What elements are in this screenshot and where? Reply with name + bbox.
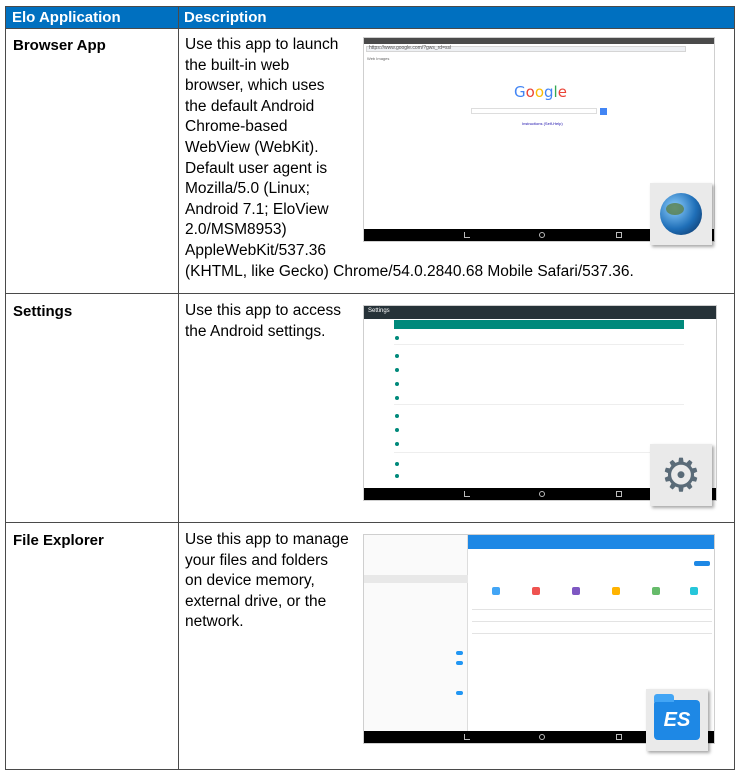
- recents-icon: [616, 734, 622, 740]
- settings-divider: [394, 344, 684, 345]
- logo-letter: l: [553, 83, 558, 101]
- settings-divider: [394, 452, 684, 453]
- google-footer-link: Instructions (Self-Help): [522, 121, 563, 126]
- settings-item-icon: [395, 474, 399, 478]
- description-line: Use this app to manage: [185, 531, 349, 548]
- settings-item-icon: [395, 336, 399, 340]
- browser-top-links: Web Images: [367, 56, 390, 61]
- settings-divider: [394, 404, 684, 405]
- category-icon: [492, 587, 500, 595]
- google-search-box: [471, 108, 597, 114]
- description-line: AppleWebKit/537.36: [185, 241, 327, 259]
- description-line: 2.0/MSM8953): [185, 221, 287, 239]
- category-icon: [690, 587, 698, 595]
- gear-icon: [650, 444, 712, 506]
- list-divider: [472, 621, 712, 622]
- file-explorer-side-menu: [364, 535, 468, 743]
- settings-item-icon: [395, 442, 399, 446]
- description-line: Default user agent is: [185, 159, 328, 177]
- logo-letter: G: [514, 83, 526, 101]
- es-logo: [654, 700, 700, 740]
- recents-icon: [616, 232, 622, 238]
- es-file-explorer-icon: [646, 689, 708, 751]
- app-name-browser: Browser App: [13, 37, 106, 54]
- toggle-switch: [456, 651, 463, 655]
- browser-status-bar: [364, 38, 714, 44]
- logo-letter: o: [534, 83, 544, 101]
- file-explorer-app-bar: [468, 535, 715, 549]
- side-menu-selected-row: [364, 575, 468, 583]
- description-line: Mozilla/5.0 (Linux;: [185, 180, 310, 198]
- description-line: Android 7.1; EloView: [185, 200, 329, 218]
- description-line: (KHTML, like Gecko) Chrome/54.0.2840.68 Mobile Safari/537.36.: [185, 262, 634, 280]
- google-search-button: [600, 108, 607, 115]
- toggle-switch: [456, 661, 463, 665]
- settings-app-bar: [364, 306, 716, 319]
- es-logo-text: ES: [663, 708, 691, 731]
- app-name-file-explorer: File Explorer: [13, 532, 104, 549]
- category-icon: [532, 587, 540, 595]
- elo-application-table: [5, 6, 735, 770]
- description-line: network.: [185, 613, 244, 631]
- back-icon: [464, 491, 470, 497]
- logo-letter: e: [557, 83, 567, 101]
- description-line: browser, which uses: [185, 77, 325, 95]
- description-line: WebView (WebKit).: [185, 138, 319, 156]
- recents-icon: [616, 491, 622, 497]
- browser-url-text: https://www.google.com/?gws_rd=ssl: [369, 45, 452, 51]
- settings-item-icon: [395, 368, 399, 372]
- list-divider: [472, 609, 712, 610]
- table-header: [6, 7, 734, 29]
- description-line: the default Android: [185, 97, 315, 115]
- category-icon: [652, 587, 660, 595]
- settings-item-icon: [395, 414, 399, 418]
- logo-letter: o: [525, 83, 535, 101]
- category-icon: [572, 587, 580, 595]
- column-divider: [178, 7, 179, 769]
- globe-graphic: [660, 193, 702, 235]
- settings-item-icon: [395, 382, 399, 386]
- description-line: external drive, or the: [185, 592, 327, 610]
- logo-letter: g: [544, 83, 554, 101]
- description-line: Use this app to launch: [185, 36, 339, 53]
- globe-icon: [650, 183, 712, 245]
- description-file-explorer: [185, 530, 357, 633]
- back-icon: [464, 734, 470, 740]
- browser-url-bar: [366, 46, 686, 52]
- description-line: the built-in web: [185, 56, 290, 74]
- back-icon: [464, 232, 470, 238]
- description-line: your files and folders: [185, 551, 329, 569]
- settings-item-icon: [395, 428, 399, 432]
- home-icon: [539, 491, 545, 497]
- home-icon: [539, 232, 545, 238]
- app-name-settings: Settings: [13, 303, 73, 320]
- category-icon: [612, 587, 620, 595]
- description-line: the Android settings.: [185, 322, 326, 340]
- description-line: on device memory,: [185, 572, 315, 590]
- settings-title: Settings: [368, 308, 390, 314]
- home-icon: [539, 734, 545, 740]
- gear-glyph: ⚙: [660, 449, 702, 501]
- settings-suggestion-banner: [394, 320, 684, 329]
- google-logo: [514, 83, 567, 101]
- analyze-button: [694, 561, 710, 566]
- description-settings: [185, 301, 357, 342]
- row-divider: [6, 293, 734, 294]
- settings-item-icon: [395, 462, 399, 466]
- settings-item-icon: [395, 396, 399, 400]
- list-divider: [472, 633, 712, 634]
- header-elo-application: Elo Application: [12, 9, 121, 26]
- toggle-switch: [456, 691, 463, 695]
- row-divider: [6, 522, 734, 523]
- header-description: Description: [184, 9, 267, 26]
- settings-item-icon: [395, 354, 399, 358]
- description-line: Use this app to access: [185, 302, 341, 319]
- description-line: Chrome-based: [185, 118, 288, 136]
